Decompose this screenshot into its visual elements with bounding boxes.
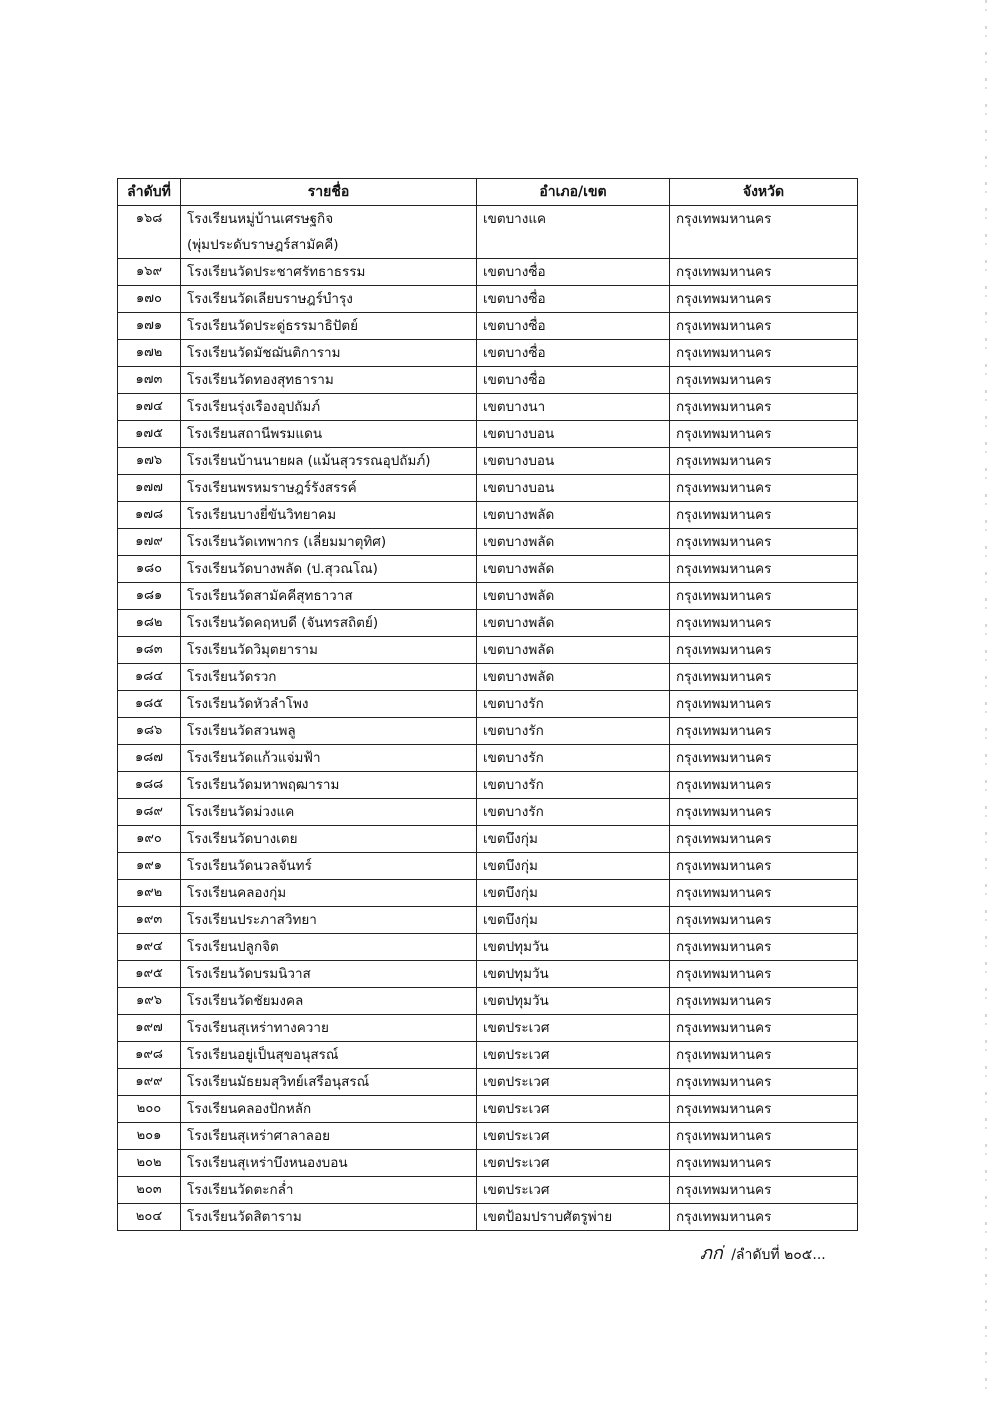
row-district: เขตบางซื่อ — [477, 340, 670, 367]
table-row — [118, 1177, 858, 1204]
row-district: เขตปทุมวัน — [477, 988, 670, 1015]
row-order-no: ๑๘๙ — [118, 799, 181, 826]
row-school-name — [181, 421, 477, 448]
row-district: เขตบางซื่อ — [477, 313, 670, 340]
table-row — [118, 502, 858, 529]
row-school-name — [181, 637, 477, 664]
school-name-line: โรงเรียนวัดมัชฌันติการาม — [187, 345, 341, 361]
row-order-no: ๑๙๑ — [118, 853, 181, 880]
table-row — [118, 961, 858, 988]
school-name-line: โรงเรียนวัดสิตาราม — [187, 1209, 302, 1225]
row-district: เขตบางพลัด — [477, 637, 670, 664]
school-name-line: โรงเรียนวัดคฤหบดี (จันทรสถิตย์) — [187, 615, 379, 631]
scan-edge-artifact — [985, 0, 987, 1404]
table-row — [118, 394, 858, 421]
table-row — [118, 988, 858, 1015]
row-province: กรุงเทพมหานคร — [670, 206, 858, 259]
row-province: กรุงเทพมหานคร — [670, 1015, 858, 1042]
row-school-name — [181, 1150, 477, 1177]
school-name-line: โรงเรียนวัดหัวลำโพง — [187, 696, 309, 712]
table-row — [118, 772, 858, 799]
school-name-line: โรงเรียนหมู่บ้านเศรษฐกิจ — [187, 211, 334, 227]
row-order-no: ๑๘๘ — [118, 772, 181, 799]
row-school-name — [181, 475, 477, 502]
school-name-line: โรงเรียนวัดแก้วแจ่มฟ้า — [187, 750, 321, 766]
school-name-line: โรงเรียนรุ่งเรืองอุปถัมภ์ — [187, 399, 321, 415]
row-province: กรุงเทพมหานคร — [670, 988, 858, 1015]
row-district: เขตบางพลัด — [477, 664, 670, 691]
table-row — [118, 367, 858, 394]
table-row — [118, 907, 858, 934]
row-order-no: ๑๙๓ — [118, 907, 181, 934]
row-order-no: ๑๗๘ — [118, 502, 181, 529]
school-name-line: โรงเรียนวัดบรมนิวาส — [187, 966, 311, 982]
continuation-note — [700, 1238, 826, 1267]
row-district: เขตบางบอน — [477, 421, 670, 448]
school-name-line: โรงเรียนวัดมหาพฤฒาราม — [187, 777, 340, 793]
row-district: เขตบางพลัด — [477, 502, 670, 529]
row-district: เขตประเวศ — [477, 1015, 670, 1042]
school-name-line: โรงเรียนบ้านนายผล (แม้นสุวรรณอุปถัมภ์) — [187, 453, 431, 469]
row-order-no: ๑๗๖ — [118, 448, 181, 475]
row-district: เขตประเวศ — [477, 1069, 670, 1096]
row-district: เขตบึงกุ่ม — [477, 880, 670, 907]
row-district: เขตบางพลัด — [477, 583, 670, 610]
row-order-no: ๑๙๐ — [118, 826, 181, 853]
row-order-no: ๑๗๗ — [118, 475, 181, 502]
school-name-line: โรงเรียนวัดเทพากร (เลี่ยมมาตุทิศ) — [187, 534, 387, 550]
row-district: เขตบางซื่อ — [477, 367, 670, 394]
table-row — [118, 799, 858, 826]
row-order-no: ๒๐๐ — [118, 1096, 181, 1123]
row-district: เขตบางบอน — [477, 448, 670, 475]
row-order-no: ๑๗๑ — [118, 313, 181, 340]
row-order-no: ๑๗๕ — [118, 421, 181, 448]
row-province: กรุงเทพมหานคร — [670, 394, 858, 421]
school-name-line: โรงเรียนวัดประดู่ธรรมาธิปัตย์ — [187, 318, 358, 334]
table-row — [118, 745, 858, 772]
row-district: เขตประเวศ — [477, 1042, 670, 1069]
row-school-name — [181, 745, 477, 772]
row-school-name — [181, 961, 477, 988]
row-school-name — [181, 286, 477, 313]
row-order-no: ๑๘๓ — [118, 637, 181, 664]
row-order-no: ๑๘๗ — [118, 745, 181, 772]
row-province: กรุงเทพมหานคร — [670, 691, 858, 718]
row-school-name — [181, 313, 477, 340]
row-province: กรุงเทพมหานคร — [670, 1069, 858, 1096]
row-order-no: ๑๙๒ — [118, 880, 181, 907]
row-school-name — [181, 1123, 477, 1150]
row-school-name — [181, 259, 477, 286]
table-row — [118, 1150, 858, 1177]
row-province: กรุงเทพมหานคร — [670, 853, 858, 880]
row-province: กรุงเทพมหานคร — [670, 1042, 858, 1069]
row-province: กรุงเทพมหานคร — [670, 529, 858, 556]
row-district: เขตบึงกุ่ม — [477, 826, 670, 853]
table-row — [118, 206, 858, 259]
row-district: เขตบางพลัด — [477, 556, 670, 583]
school-name-line: โรงเรียนวัดประชาศรัทธาธรรม — [187, 264, 366, 280]
row-order-no: ๑๗๒ — [118, 340, 181, 367]
row-province: กรุงเทพมหานคร — [670, 1204, 858, 1231]
row-school-name — [181, 691, 477, 718]
row-order-no: ๑๙๔ — [118, 934, 181, 961]
row-order-no: ๑๘๑ — [118, 583, 181, 610]
school-name-line: โรงเรียนวัดตะกล่ำ — [187, 1182, 294, 1198]
row-order-no: ๑๗๙ — [118, 529, 181, 556]
row-province: กรุงเทพมหานคร — [670, 799, 858, 826]
row-district: เขตบางแค — [477, 206, 670, 259]
school-name-line: โรงเรียนวัดบางเตย — [187, 831, 298, 847]
table-row — [118, 691, 858, 718]
row-school-name — [181, 718, 477, 745]
row-school-name — [181, 583, 477, 610]
row-order-no: ๑๘๒ — [118, 610, 181, 637]
row-province: กรุงเทพมหานคร — [670, 1096, 858, 1123]
school-name-line: โรงเรียนสถานีพรมแดน — [187, 426, 323, 442]
table-row — [118, 853, 858, 880]
school-name-line: โรงเรียนสุเหร่าศาลาลอย — [187, 1128, 330, 1144]
table-row — [118, 286, 858, 313]
row-school-name — [181, 799, 477, 826]
row-school-name — [181, 556, 477, 583]
row-school-name — [181, 1096, 477, 1123]
row-school-name — [181, 1069, 477, 1096]
row-school-name — [181, 502, 477, 529]
row-district: เขตบางพลัด — [477, 610, 670, 637]
school-name-line: โรงเรียนวัดวิมุตยาราม — [187, 642, 318, 658]
row-district: เขตบางรัก — [477, 718, 670, 745]
row-order-no: ๑๗๔ — [118, 394, 181, 421]
row-order-no: ๑๘๔ — [118, 664, 181, 691]
row-province: กรุงเทพมหานคร — [670, 367, 858, 394]
row-school-name — [181, 664, 477, 691]
row-order-no: ๑๘๖ — [118, 718, 181, 745]
row-school-name — [181, 772, 477, 799]
table-row — [118, 718, 858, 745]
school-name-line: โรงเรียนวัดชัยมงคล — [187, 993, 304, 1009]
row-province: กรุงเทพมหานคร — [670, 934, 858, 961]
row-district: เขตบึงกุ่ม — [477, 853, 670, 880]
row-province: กรุงเทพมหานคร — [670, 259, 858, 286]
table-row — [118, 1042, 858, 1069]
school-name-line: โรงเรียนบางยี่ขันวิทยาคม — [187, 507, 337, 523]
table-row — [118, 340, 858, 367]
row-school-name — [181, 340, 477, 367]
table-row — [118, 313, 858, 340]
row-order-no: ๑๗๐ — [118, 286, 181, 313]
school-name-line-2: (พุ่มประดับราษฎร์สามัคคี) — [187, 237, 339, 253]
header-order-no: ลำดับที่ — [118, 179, 181, 206]
row-province: กรุงเทพมหานคร — [670, 340, 858, 367]
row-district: เขตประเวศ — [477, 1177, 670, 1204]
table-body — [118, 206, 858, 1231]
row-order-no: ๑๘๐ — [118, 556, 181, 583]
school-name-line: โรงเรียนอยู่เป็นสุขอนุสรณ์ — [187, 1047, 339, 1063]
row-province: กรุงเทพมหานคร — [670, 664, 858, 691]
school-name-line: โรงเรียนวัดสวนพลู — [187, 723, 296, 739]
table-row — [118, 1015, 858, 1042]
row-district: เขตบางนา — [477, 394, 670, 421]
row-school-name — [181, 1015, 477, 1042]
row-province: กรุงเทพมหานคร — [670, 718, 858, 745]
row-school-name — [181, 610, 477, 637]
row-school-name — [181, 394, 477, 421]
row-school-name — [181, 1042, 477, 1069]
table-row — [118, 1069, 858, 1096]
school-name-line: โรงเรียนมัธยมสุวิทย์เสรีอนุสรณ์ — [187, 1074, 370, 1090]
row-district: เขตประเวศ — [477, 1123, 670, 1150]
table-row — [118, 664, 858, 691]
table-row — [118, 637, 858, 664]
table-row — [118, 448, 858, 475]
row-district: เขตบางรัก — [477, 772, 670, 799]
row-order-no: ๑๖๙ — [118, 259, 181, 286]
header-province: จังหวัด — [670, 179, 858, 206]
school-name-line: โรงเรียนวัดทองสุทธาราม — [187, 372, 334, 388]
row-province: กรุงเทพมหานคร — [670, 637, 858, 664]
row-province: กรุงเทพมหานคร — [670, 1123, 858, 1150]
row-province: กรุงเทพมหานคร — [670, 1177, 858, 1204]
header-district: อำเภอ/เขต — [477, 179, 670, 206]
row-order-no: ๑๙๕ — [118, 961, 181, 988]
school-name-line: โรงเรียนคลองปักหลัก — [187, 1101, 312, 1117]
table-row — [118, 610, 858, 637]
row-district: เขตบางซื่อ — [477, 259, 670, 286]
row-province: กรุงเทพมหานคร — [670, 961, 858, 988]
row-school-name — [181, 907, 477, 934]
row-province: กรุงเทพมหานคร — [670, 826, 858, 853]
school-name-line: โรงเรียนวัดสามัคคีสุทธาวาส — [187, 588, 353, 604]
row-school-name — [181, 826, 477, 853]
row-province: กรุงเทพมหานคร — [670, 880, 858, 907]
table-row — [118, 826, 858, 853]
row-school-name — [181, 367, 477, 394]
row-order-no: ๑๘๕ — [118, 691, 181, 718]
school-name-line: โรงเรียนวัดรวก — [187, 669, 277, 685]
row-province: กรุงเทพมหานคร — [670, 772, 858, 799]
row-province: กรุงเทพมหานคร — [670, 583, 858, 610]
row-province: กรุงเทพมหานคร — [670, 745, 858, 772]
table-row — [118, 583, 858, 610]
row-school-name — [181, 880, 477, 907]
table-row — [118, 880, 858, 907]
table-row — [118, 529, 858, 556]
row-province: กรุงเทพมหานคร — [670, 556, 858, 583]
row-district: เขตบางพลัด — [477, 529, 670, 556]
row-order-no: ๒๐๒ — [118, 1150, 181, 1177]
school-name-line: โรงเรียนวัดบางพลัด (ป.สุวณโณ) — [187, 561, 378, 577]
row-school-name — [181, 1177, 477, 1204]
row-school-name — [181, 1204, 477, 1231]
school-name-line: โรงเรียนวัดนวลจันทร์ — [187, 858, 312, 874]
row-province: กรุงเทพมหานคร — [670, 286, 858, 313]
table-row — [118, 475, 858, 502]
row-district: เขตป้อมปราบศัตรูพ่าย — [477, 1204, 670, 1231]
school-name-line: โรงเรียนคลองกุ่ม — [187, 885, 287, 901]
row-order-no: ๒๐๔ — [118, 1204, 181, 1231]
row-order-no: ๑๙๖ — [118, 988, 181, 1015]
table-row — [118, 1123, 858, 1150]
row-district: เขตบางรัก — [477, 745, 670, 772]
row-province: กรุงเทพมหานคร — [670, 421, 858, 448]
row-order-no: ๑๗๓ — [118, 367, 181, 394]
table-header-row — [118, 179, 858, 206]
row-order-no: ๒๐๓ — [118, 1177, 181, 1204]
school-name-line: โรงเรียนสุเหร่าทางควาย — [187, 1020, 329, 1036]
school-name-line: โรงเรียนสุเหร่าบึงหนองบอน — [187, 1155, 348, 1171]
row-order-no: ๑๖๘ — [118, 206, 181, 259]
row-order-no: ๑๙๙ — [118, 1069, 181, 1096]
table-row — [118, 1204, 858, 1231]
row-province: กรุงเทพมหานคร — [670, 448, 858, 475]
row-order-no: ๒๐๑ — [118, 1123, 181, 1150]
school-list-table — [117, 178, 858, 1231]
row-province: กรุงเทพมหานคร — [670, 610, 858, 637]
row-province: กรุงเทพมหานคร — [670, 475, 858, 502]
row-province: กรุงเทพมหานคร — [670, 907, 858, 934]
row-order-no: ๑๙๘ — [118, 1042, 181, 1069]
row-school-name — [181, 934, 477, 961]
row-province: กรุงเทพมหานคร — [670, 313, 858, 340]
next-page-reference: /ลำดับที่ ๒๐๕... — [731, 1247, 826, 1263]
table-row — [118, 1096, 858, 1123]
row-district: เขตประเวศ — [477, 1096, 670, 1123]
row-district: เขตบางบอน — [477, 475, 670, 502]
school-name-line: โรงเรียนพรหมราษฎร์รังสรรค์ — [187, 480, 357, 496]
row-school-name — [181, 853, 477, 880]
table-row — [118, 934, 858, 961]
row-district: เขตบางซื่อ — [477, 286, 670, 313]
row-school-name — [181, 206, 477, 259]
header-name: รายชื่อ — [181, 179, 477, 206]
row-province: กรุงเทพมหานคร — [670, 502, 858, 529]
row-district: เขตบึงกุ่ม — [477, 907, 670, 934]
row-order-no: ๑๙๗ — [118, 1015, 181, 1042]
row-province: กรุงเทพมหานคร — [670, 1150, 858, 1177]
row-district: เขตบางรัก — [477, 691, 670, 718]
school-name-line: โรงเรียนปลูกจิต — [187, 939, 279, 955]
handwritten-initials: ภก่ — [700, 1243, 723, 1264]
row-district: เขตปทุมวัน — [477, 961, 670, 988]
row-school-name — [181, 529, 477, 556]
row-district: เขตปทุมวัน — [477, 934, 670, 961]
school-name-line: โรงเรียนวัดม่วงแค — [187, 804, 295, 820]
table-row — [118, 556, 858, 583]
school-name-line: โรงเรียนวัดเลียบราษฎร์บำรุง — [187, 291, 353, 307]
row-district: เขตบางรัก — [477, 799, 670, 826]
row-district: เขตประเวศ — [477, 1150, 670, 1177]
row-school-name — [181, 448, 477, 475]
school-name-line: โรงเรียนประภาสวิทยา — [187, 912, 317, 928]
row-school-name — [181, 988, 477, 1015]
table-row — [118, 259, 858, 286]
table-row — [118, 421, 858, 448]
